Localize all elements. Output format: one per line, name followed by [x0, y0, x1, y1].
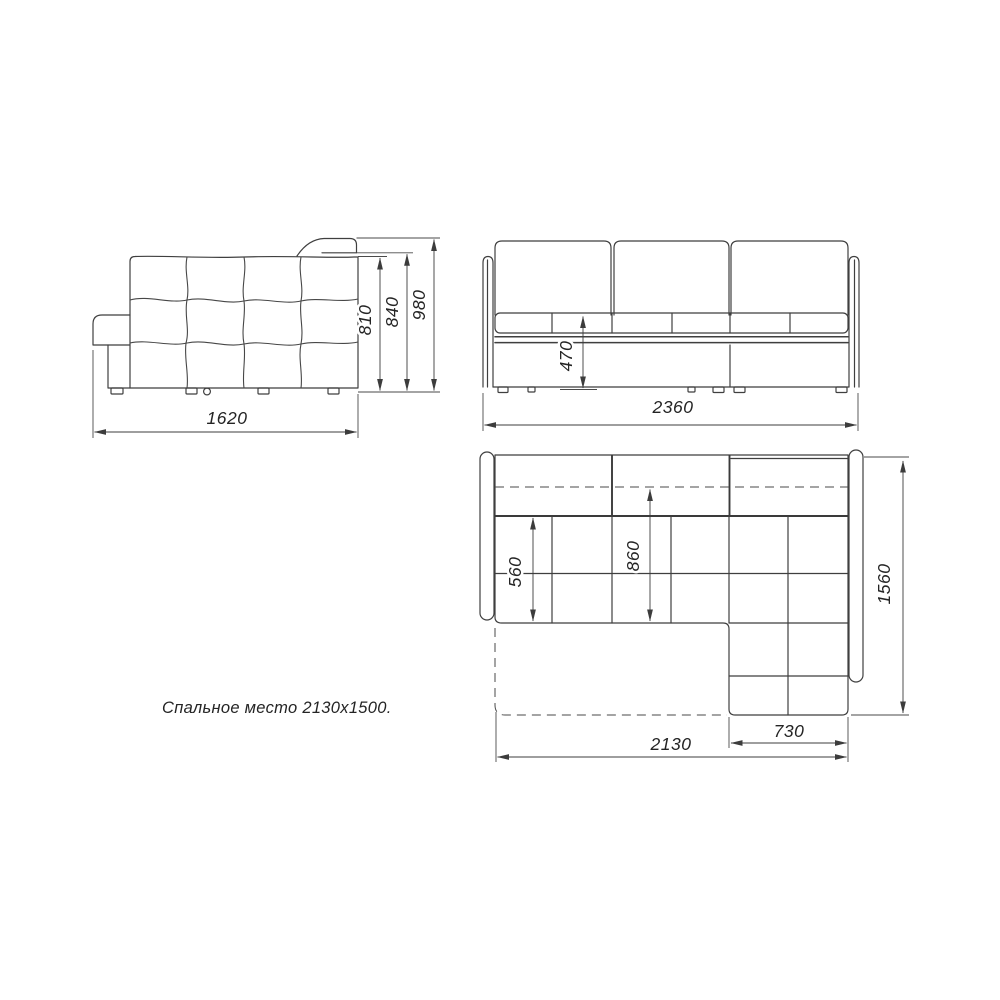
dim-840-label: 840: [382, 296, 402, 328]
dim-2360-label: 2360: [652, 397, 694, 417]
top-view: [480, 450, 909, 762]
front-view-back-cushions: [495, 241, 848, 315]
front-view-feet: [498, 387, 847, 393]
side-view-extension-lines: [93, 238, 440, 438]
dim-2130-label: 2130: [650, 734, 692, 754]
side-view-armrest: [93, 315, 130, 345]
top-view-bed-outline: [495, 628, 727, 715]
dimension-labels: [207, 290, 894, 754]
dim-470-label: 470: [556, 340, 576, 372]
side-view-base-front: [108, 345, 130, 388]
front-view-base: [493, 337, 849, 387]
top-view-backrest: [495, 455, 848, 516]
dim-860-label: 860: [623, 540, 643, 572]
side-view-dimensions: [95, 240, 435, 433]
front-view-seat-cushions: [495, 313, 848, 333]
dim-730-label: 730: [773, 721, 805, 741]
sleeping-area-caption: Спальное место 2130x1500.: [162, 699, 392, 717]
side-view: [93, 238, 440, 438]
dim-810-label: 810: [355, 304, 375, 336]
dim-560-label: 560: [505, 556, 525, 588]
dim-1620-label: 1620: [206, 408, 248, 428]
top-view-dimensions: [498, 461, 904, 757]
side-view-feet: [111, 388, 339, 395]
front-view-armrests: [483, 257, 859, 388]
top-view-seat-grid: [495, 516, 848, 715]
dim-1560-label: 1560: [874, 563, 894, 605]
top-view-extension-lines: [496, 457, 909, 762]
side-view-quilting: [130, 257, 358, 388]
dim-980-label: 980: [409, 289, 429, 321]
